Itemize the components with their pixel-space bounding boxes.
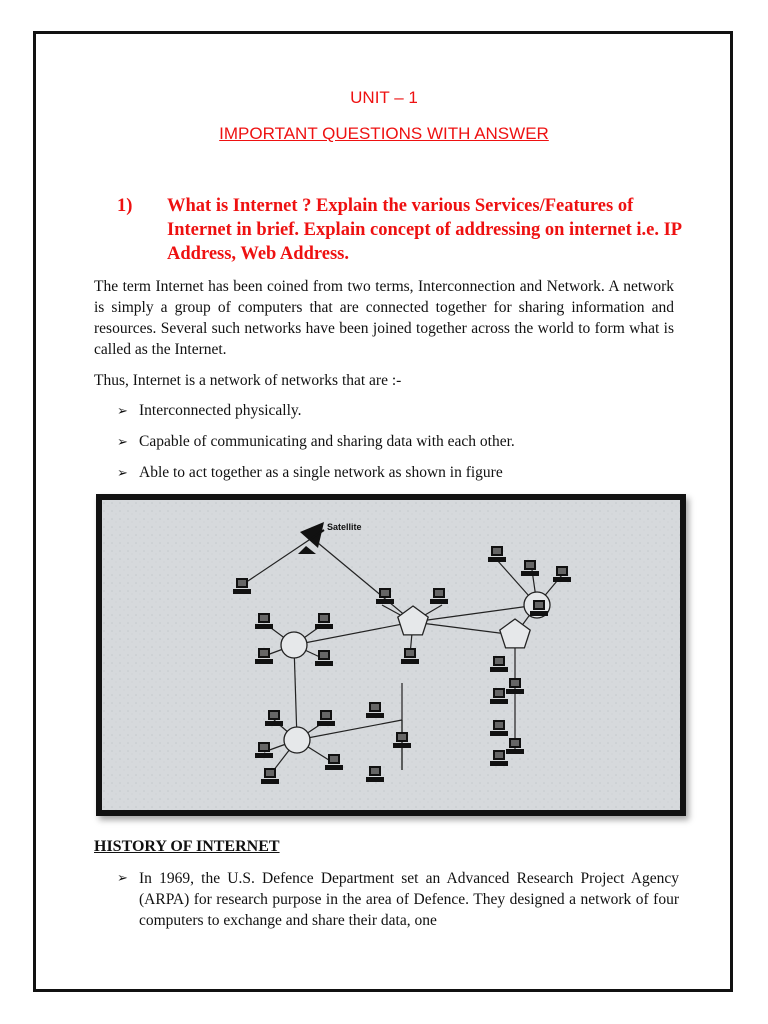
unit-title: UNIT – 1	[350, 88, 418, 107]
list-item-text: In 1969, the U.S. Defence Department set an Advanced Research Project Agency (ARPA) for research purpose in the area of Defence. They designed a network of four computers to exchange and share their data, one	[139, 870, 679, 929]
list-item	[117, 431, 515, 453]
intro-paragraph: The term Internet has been coined from two terms, Interconnection and Network. A network is simply a group of computers that are connected together for sharing information and resources. Several such networks have been joined together across the world to form what is called as the Internet.	[94, 278, 674, 358]
question-text: What is Internet ? Explain the various Services/Features of Internet in brief. Explain concept of addressing on internet i.e. IP Address, Web Address.	[167, 196, 682, 264]
arrow-bullet-icon: ➢	[117, 404, 128, 419]
question-number: 1)	[117, 196, 133, 216]
arrow-bullet-icon: ➢	[117, 466, 128, 481]
network-diagram	[102, 500, 680, 810]
page-subtitle: IMPORTANT QUESTIONS WITH ANSWER	[219, 124, 549, 143]
network-of-networks-paragraph: Thus, Internet is a network of networks that are :-	[94, 372, 402, 389]
list-item	[117, 400, 302, 422]
history-heading: HISTORY OF INTERNET	[94, 838, 280, 855]
list-item-text: Capable of communicating and sharing data with each other.	[139, 433, 515, 450]
list-item-text: Interconnected physically.	[139, 402, 302, 419]
hub-icon	[281, 632, 307, 658]
list-item-text: Able to act together as a single network as shown in figure	[139, 464, 503, 481]
arrow-bullet-icon: ➢	[117, 871, 128, 886]
arrow-bullet-icon: ➢	[117, 435, 128, 450]
list-item	[117, 462, 503, 484]
internet-network-figure	[96, 494, 686, 816]
satellite-label: Satellite	[327, 522, 362, 532]
hub-icon	[284, 727, 310, 753]
